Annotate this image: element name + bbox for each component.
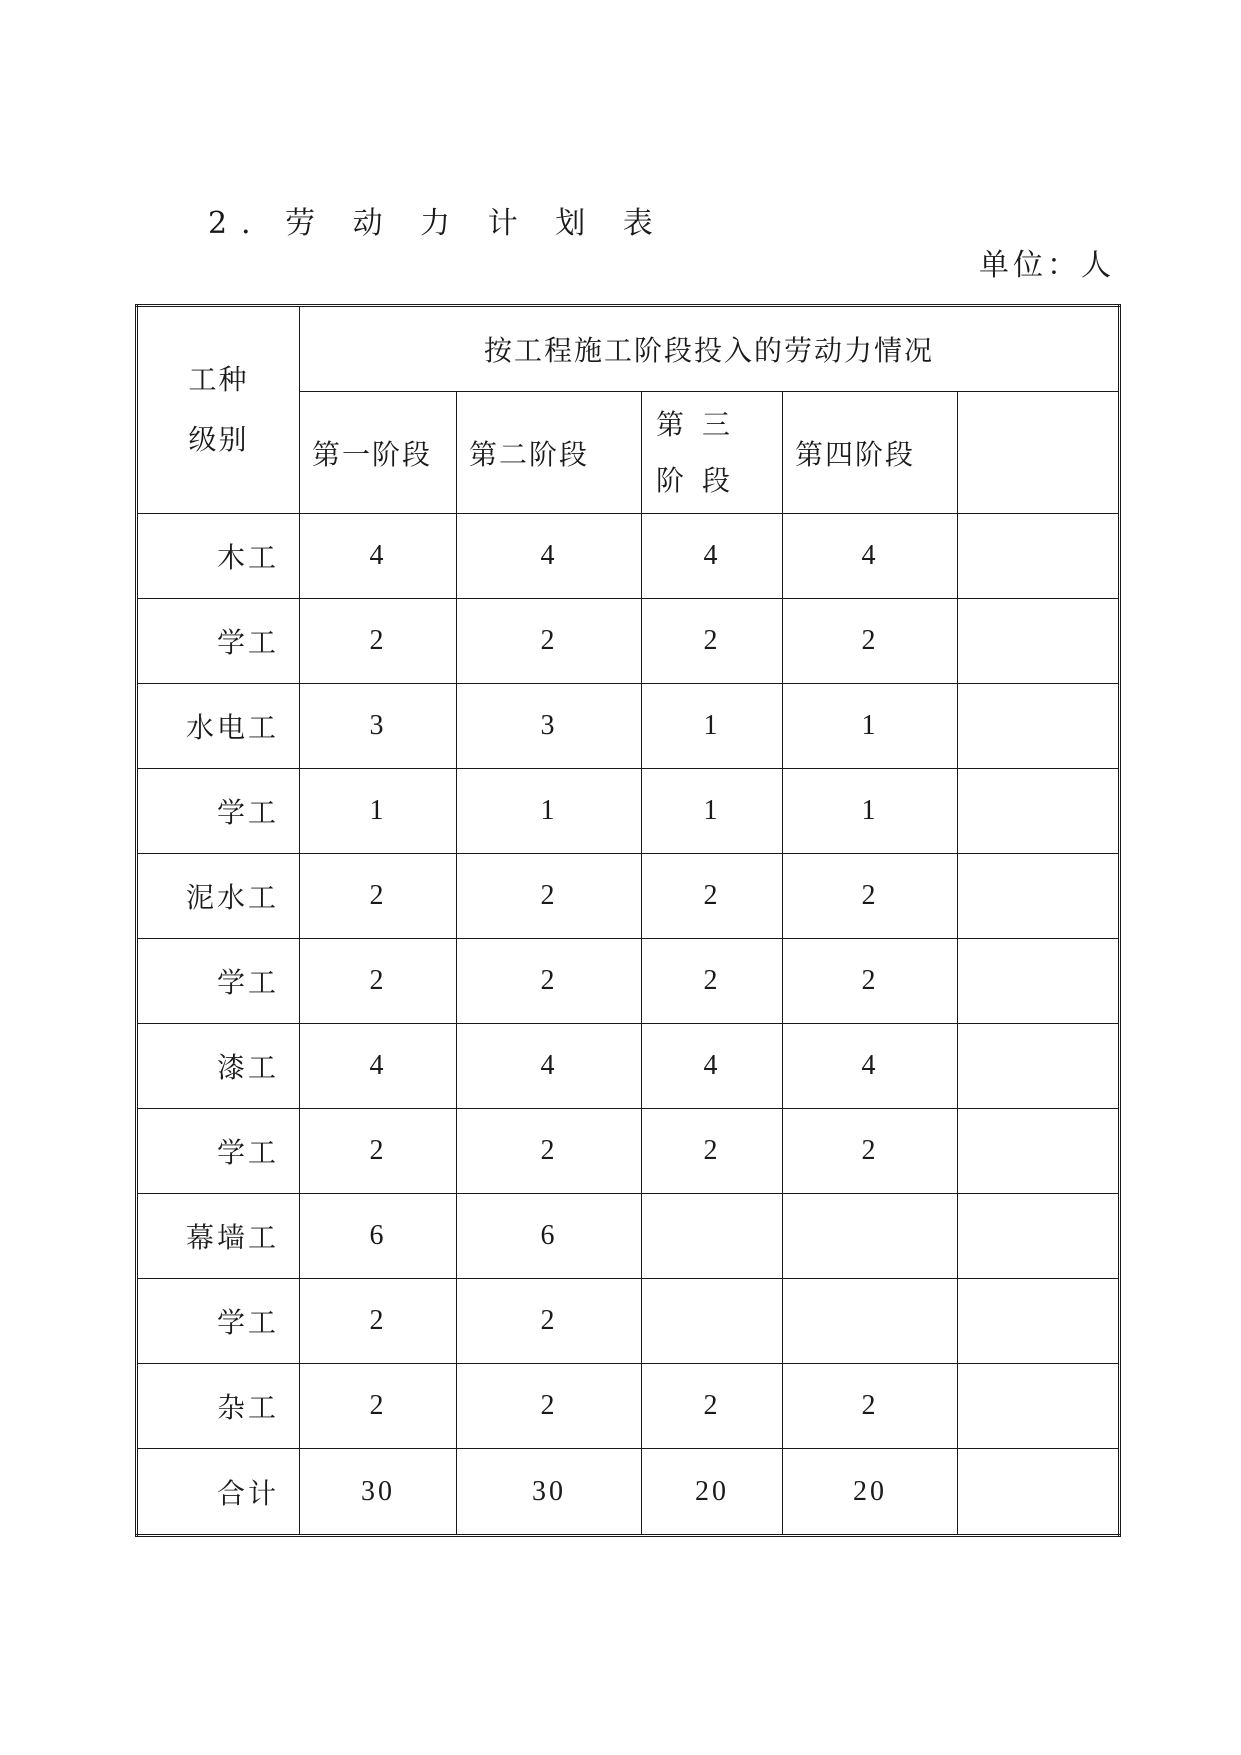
- stage-value-cell-3: 1: [642, 769, 783, 854]
- stage-value-cell-2: 2: [457, 939, 642, 1024]
- trade-name-cell: 学工: [137, 1279, 300, 1364]
- stage-value-cell-1: 2: [300, 1364, 457, 1449]
- stage-value-cell-4: 2: [783, 1109, 958, 1194]
- stage-value-cell-3: 2: [642, 599, 783, 684]
- stage-value-cell-5: [958, 1194, 1120, 1279]
- stage-value-cell-5: [958, 1024, 1120, 1109]
- total-row: [137, 1449, 1120, 1536]
- stage-header-5: [958, 392, 1120, 514]
- trade-name-cell: 水电工: [137, 684, 300, 769]
- stage-value-cell-2: 2: [457, 1364, 642, 1449]
- stage-value-cell-4: 2: [783, 1364, 958, 1449]
- stage-value-cell-2: 2: [457, 1109, 642, 1194]
- stage-value-cell-5: [958, 514, 1120, 599]
- stage-value-cell-5: [958, 1109, 1120, 1194]
- table-row: [137, 854, 1120, 939]
- stage-value-cell-5: [958, 854, 1120, 939]
- stage-value-cell-2: 1: [457, 769, 642, 854]
- stage-value-cell-3: 2: [642, 854, 783, 939]
- trade-header-line2: 级别: [188, 423, 249, 456]
- table-row: [137, 1279, 1120, 1364]
- trade-header-line1: 工种: [188, 363, 249, 396]
- trade-name-cell: 杂工: [137, 1364, 300, 1449]
- trade-name-cell: 幕墙工: [137, 1194, 300, 1279]
- stage-value-cell-4: 4: [783, 1024, 958, 1109]
- trade-name-cell: 漆工: [137, 1024, 300, 1109]
- stage-value-cell-2: 2: [457, 1279, 642, 1364]
- stage-value-cell-1: 2: [300, 939, 457, 1024]
- table-row: [137, 599, 1120, 684]
- trade-name-cell: 学工: [137, 769, 300, 854]
- stage-value-cell-5: [958, 1279, 1120, 1364]
- stage-value-cell-1: 3: [300, 684, 457, 769]
- stage-value-cell-1: 2: [300, 599, 457, 684]
- stage-value-cell-2: 2: [457, 854, 642, 939]
- stage-value-cell-3: 20: [642, 1449, 783, 1536]
- stage-value-cell-5: [958, 1449, 1120, 1536]
- trade-name-cell: 学工: [137, 599, 300, 684]
- stage-value-cell-3: 2: [642, 939, 783, 1024]
- stage-value-cell-3: 4: [642, 514, 783, 599]
- stage-value-cell-4: 2: [783, 599, 958, 684]
- stage-value-cell-3: 1: [642, 684, 783, 769]
- table-row: [137, 1024, 1120, 1109]
- trade-name-cell: 学工: [137, 1109, 300, 1194]
- stage-header-2: 第二阶段: [457, 392, 642, 514]
- stage-value-cell-4: [783, 1194, 958, 1279]
- stage-value-cell-3: [642, 1194, 783, 1279]
- stage-value-cell-2: 6: [457, 1194, 642, 1279]
- stage-header-3: 第三阶段: [642, 392, 783, 514]
- stage-value-cell-4: 2: [783, 854, 958, 939]
- stage-value-cell-1: 1: [300, 769, 457, 854]
- table-row: [137, 1194, 1120, 1279]
- stage-value-cell-2: 3: [457, 684, 642, 769]
- stage-value-cell-1: 30: [300, 1449, 457, 1536]
- stage-header-1: 第一阶段: [300, 392, 457, 514]
- trade-name-cell: 泥水工: [137, 854, 300, 939]
- labor-plan-table: [135, 304, 1121, 1537]
- stage-header-4: 第四阶段: [783, 392, 958, 514]
- stage-value-cell-2: 30: [457, 1449, 642, 1536]
- trade-name-cell: 合计: [137, 1449, 300, 1536]
- stage-group-header: 按工程施工阶段投入的劳动力情况: [300, 306, 1120, 392]
- document-title: 2．劳 动 力 计 划 表: [208, 206, 667, 241]
- stage-value-cell-3: 2: [642, 1109, 783, 1194]
- stage-value-cell-4: 20: [783, 1449, 958, 1536]
- stage-value-cell-5: [958, 684, 1120, 769]
- stage-value-cell-1: 2: [300, 1109, 457, 1194]
- stage-value-cell-1: 4: [300, 1024, 457, 1109]
- stage-value-cell-3: 4: [642, 1024, 783, 1109]
- stage-value-cell-3: [642, 1279, 783, 1364]
- stage-value-cell-5: [958, 769, 1120, 854]
- stage-value-cell-5: [958, 1364, 1120, 1449]
- stage-value-cell-4: 1: [783, 769, 958, 854]
- stage-value-cell-1: 2: [300, 1279, 457, 1364]
- table-row: [137, 684, 1120, 769]
- stage-value-cell-1: 2: [300, 854, 457, 939]
- stage-value-cell-5: [958, 939, 1120, 1024]
- stage-value-cell-2: 2: [457, 599, 642, 684]
- trade-name-cell: 学工: [137, 939, 300, 1024]
- table-row: [137, 1364, 1120, 1449]
- stage-value-cell-2: 4: [457, 1024, 642, 1109]
- table-row: [137, 1109, 1120, 1194]
- trade-level-header: [137, 306, 300, 514]
- table-row: [137, 769, 1120, 854]
- stage-value-cell-5: [958, 599, 1120, 684]
- stage-value-cell-1: 6: [300, 1194, 457, 1279]
- stage-value-cell-3: 2: [642, 1364, 783, 1449]
- stage-value-cell-2: 4: [457, 514, 642, 599]
- stage-value-cell-1: 4: [300, 514, 457, 599]
- stage-value-cell-4: 4: [783, 514, 958, 599]
- stage-value-cell-4: 2: [783, 939, 958, 1024]
- table-row: [137, 514, 1120, 599]
- stage-value-cell-4: 1: [783, 684, 958, 769]
- stage-value-cell-4: [783, 1279, 958, 1364]
- table-row: [137, 939, 1120, 1024]
- unit-label: 单位：人: [979, 248, 1115, 283]
- trade-name-cell: 木工: [137, 514, 300, 599]
